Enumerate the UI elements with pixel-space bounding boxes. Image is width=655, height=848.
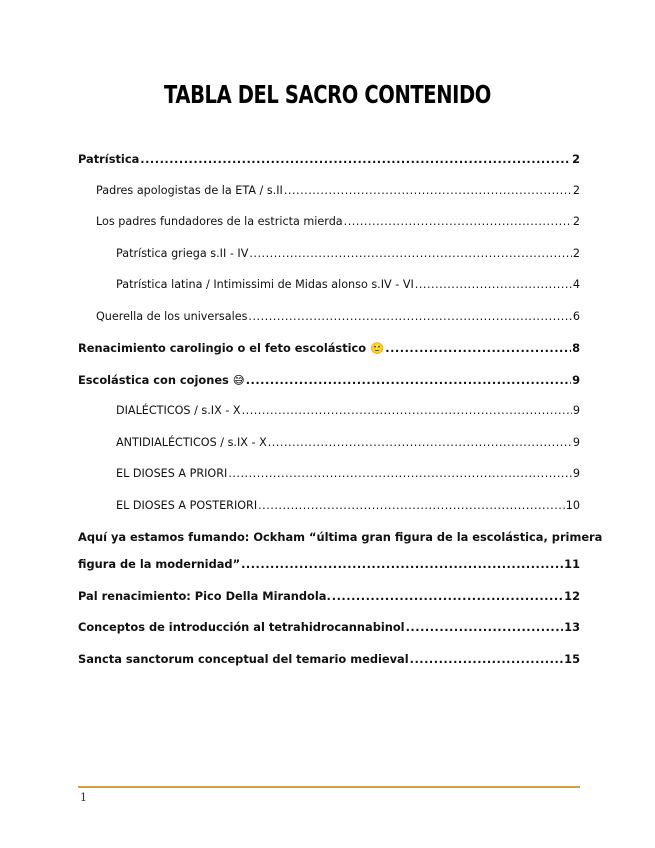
toc-entry-dialecticos[interactable] bbox=[78, 397, 580, 429]
toc-entry-label-line2: figura de la modernidad” bbox=[78, 557, 241, 571]
toc-entry-label: Escolástica con cojones 😅 bbox=[78, 372, 245, 387]
table-of-contents bbox=[78, 145, 603, 676]
toc-entry-label: Los padres fundadores de la estricta mierda bbox=[96, 215, 343, 228]
toc-entry-label: Patrística griega s.II - IV bbox=[116, 246, 249, 260]
toc-dot-leader bbox=[246, 366, 571, 394]
toc-dot-leader bbox=[332, 582, 563, 610]
toc-page-number: 8 bbox=[572, 341, 580, 355]
toc-dot-leader bbox=[415, 271, 572, 299]
toc-entry-label: Patrística bbox=[78, 152, 140, 166]
toc-entry-label: ANTIDIALÉCTICOS / s.IX - X bbox=[116, 435, 267, 449]
toc-entry-label: Renacimiento carolingio o el feto escolástico 🙂 bbox=[78, 341, 385, 355]
toc-page-number: 4 bbox=[572, 278, 580, 291]
toc-page-number: 9 bbox=[572, 435, 580, 449]
toc-entry-conceptos-introduccion[interactable] bbox=[78, 613, 580, 645]
toc-page-number: 2 bbox=[572, 215, 580, 228]
toc-entry-label: DIALÉCTICOS / s.IX - X bbox=[116, 404, 241, 417]
toc-entry-escolastica[interactable] bbox=[78, 366, 580, 398]
toc-entry-label: Pal renacimiento: Pico Della Mirandola. bbox=[78, 588, 331, 603]
toc-entry-label-line1: Aquí ya estamos fumando: Ockham “última gran figura de la escolástica, primera bbox=[78, 530, 603, 544]
toc-entry-line2 bbox=[78, 550, 580, 582]
toc-entry-label: Sancta sanctorum conceptual del temario medieval bbox=[78, 651, 409, 666]
toc-dot-leader bbox=[258, 492, 565, 520]
toc-entry-pico-della-mirandola[interactable] bbox=[78, 582, 580, 614]
toc-dot-leader bbox=[140, 145, 571, 173]
toc-entry-renacimiento-carolingio[interactable] bbox=[78, 334, 580, 366]
toc-dot-leader bbox=[241, 550, 563, 578]
toc-entry-patristica-latina[interactable] bbox=[78, 271, 580, 303]
toc-entry-dioses-a-posteriori[interactable] bbox=[78, 492, 580, 524]
toc-entry-querella-universales[interactable] bbox=[78, 303, 580, 335]
toc-dot-leader bbox=[228, 460, 572, 488]
toc-page-number: 6 bbox=[572, 309, 580, 323]
toc-dot-leader bbox=[249, 240, 572, 268]
toc-entry-label: Patrística latina / Intimissimi de Midas alonso s.IV - VI bbox=[116, 278, 414, 291]
toc-entry-patristica[interactable] bbox=[78, 145, 580, 177]
toc-entry-antidialecticos[interactable] bbox=[78, 429, 580, 461]
toc-page-number: 2 bbox=[572, 152, 580, 166]
toc-dot-leader bbox=[410, 645, 564, 673]
toc-entry-padres-apologistas[interactable] bbox=[78, 177, 580, 209]
toc-entry-label: Conceptos de introducción al tetrahidrocannabinol bbox=[78, 620, 405, 634]
toc-entry-dioses-a-priori[interactable] bbox=[78, 460, 580, 492]
toc-dot-leader bbox=[242, 397, 572, 425]
toc-dot-leader bbox=[385, 334, 571, 362]
toc-page-number: 15 bbox=[564, 651, 580, 666]
toc-entry-patristica-griega[interactable] bbox=[78, 240, 580, 272]
toc-entry-label: Padres apologistas de la ETA / s.II bbox=[96, 183, 283, 197]
toc-page-number: 9 bbox=[572, 467, 580, 480]
toc-page-number: 9 bbox=[572, 404, 580, 417]
toc-title: TABLA DEL SACRO CONTENIDO bbox=[163, 80, 492, 109]
toc-entry-ockham[interactable] bbox=[78, 523, 603, 582]
toc-dot-leader bbox=[268, 429, 572, 457]
toc-dot-leader bbox=[406, 613, 564, 641]
footer-page-number: 1 bbox=[80, 791, 87, 804]
toc-page-number: 2 bbox=[572, 183, 580, 197]
toc-dot-leader bbox=[248, 303, 571, 331]
toc-entry-padres-fundadores[interactable] bbox=[78, 208, 580, 240]
toc-entry-label: EL DIOSES A POSTERIORI bbox=[116, 498, 258, 512]
toc-page-number: 2 bbox=[572, 246, 580, 260]
toc-entry-label: Querella de los universales bbox=[96, 309, 248, 323]
toc-entry-sancta-sanctorum[interactable] bbox=[78, 645, 580, 677]
toc-page-number: 10 bbox=[565, 498, 580, 512]
toc-entry-label: EL DIOSES A PRIORI bbox=[116, 467, 228, 480]
toc-page-number: 9 bbox=[572, 372, 580, 387]
toc-dot-leader bbox=[344, 208, 572, 236]
footer-divider bbox=[78, 786, 580, 788]
toc-page-number: 11 bbox=[564, 557, 580, 571]
toc-dot-leader bbox=[284, 177, 572, 205]
toc-page-number: 12 bbox=[564, 588, 580, 603]
toc-page-number: 13 bbox=[564, 620, 580, 634]
